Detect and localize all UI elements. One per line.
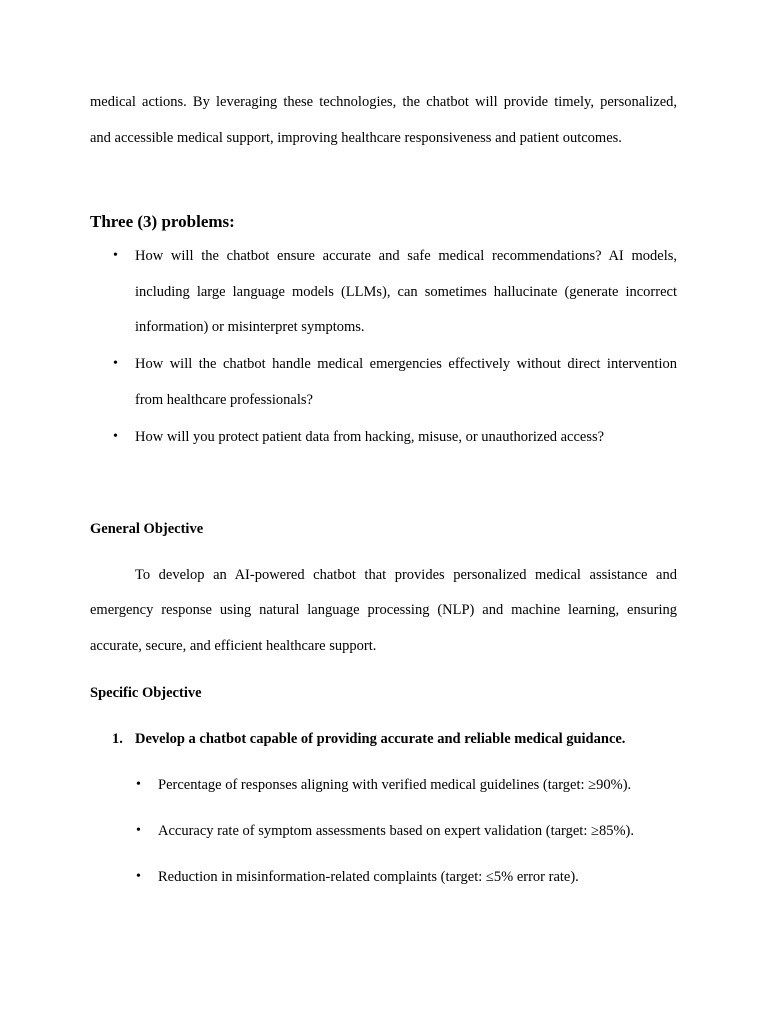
general-objective-heading: General Objective: [90, 521, 204, 537]
general-objective-line-1: To develop an AI-powered chatbot that provides personalized medical assistance and: [135, 567, 677, 583]
bullet-icon: •: [136, 823, 141, 838]
metric-1: Percentage of responses aligning with verified medical guidelines (target: ≥90%).: [158, 777, 632, 793]
bullet-icon: •: [113, 356, 118, 371]
metric-2: Accuracy rate of symptom assessments based on expert validation (target: ≥85%).: [158, 823, 634, 839]
objective-number: 1.: [112, 731, 123, 747]
metric-3: Reduction in misinformation-related complaints (target: ≤5% error rate).: [158, 869, 579, 885]
problem-1-line-2: including large language models (LLMs), can sometimes hallucinate (generate incorrect: [135, 284, 677, 300]
problem-1-line-1: How will the chatbot ensure accurate and safe medical recommendations? AI models,: [135, 248, 677, 264]
objective-title: Develop a chatbot capable of providing accurate and reliable medical guidance.: [135, 731, 626, 747]
bullet-icon: •: [113, 248, 118, 263]
problem-2-line-2: from healthcare professionals?: [135, 392, 313, 408]
problem-2-line-1: How will the chatbot handle medical emergencies effectively without direct intervention: [135, 356, 677, 372]
problem-3-line-1: How will you protect patient data from hacking, misuse, or unauthorized access?: [135, 429, 605, 445]
intro-line-2: and accessible medical support, improving healthcare responsiveness and patient outcomes.: [90, 130, 622, 146]
bullet-icon: •: [136, 777, 141, 792]
problem-1-line-3: information) or misinterpret symptoms.: [135, 319, 365, 335]
general-objective-line-2: emergency response using natural language processing (NLP) and machine learning, ensuring: [90, 602, 677, 618]
general-objective-line-3: accurate, secure, and efficient healthcare support.: [90, 638, 377, 654]
specific-objective-heading: Specific Objective: [90, 685, 202, 701]
bullet-icon: •: [136, 869, 141, 884]
problems-heading: Three (3) problems:: [90, 212, 235, 231]
intro-line-1: medical actions. By leveraging these technologies, the chatbot will provide timely, personalized,: [90, 94, 677, 110]
bullet-icon: •: [113, 429, 118, 444]
